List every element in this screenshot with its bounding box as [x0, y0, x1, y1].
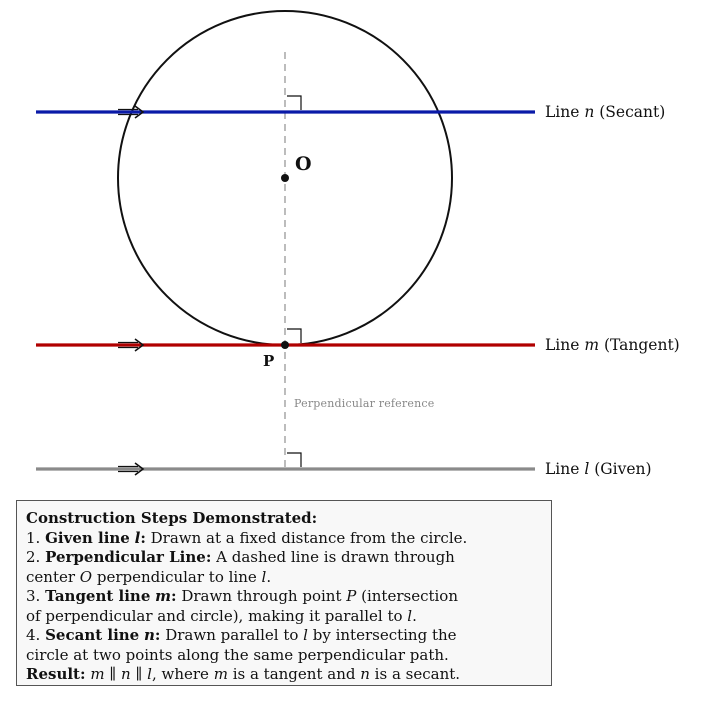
right-angle-marker-n [287, 96, 301, 110]
center-point [281, 174, 289, 182]
result-line: Result: m ∥ n ∥ l, where m is a tangent and n is a secant. [26, 665, 461, 683]
line-l-label: Line l (Given) [545, 460, 652, 478]
right-angle-marker-m [287, 329, 301, 343]
step-1: 1. Given line l: Drawn at a fixed distance from the circle. [26, 528, 468, 547]
step-3-cont: of perpendicular and circle), making it parallel to l. [26, 606, 417, 625]
line-m-label: Line m (Tangent) [545, 336, 680, 354]
steps-title: Construction Steps Demonstrated: [26, 509, 318, 527]
construction-steps-box [16, 500, 552, 686]
line-n-label: Line n (Secant) [545, 103, 666, 121]
perpendicular-label: Perpendicular reference [294, 397, 435, 410]
step-4: 4. Secant line n: Drawn parallel to l by intersecting the [26, 626, 457, 644]
right-angle-marker-l [287, 453, 301, 467]
step-2-cont: center O perpendicular to line l. [26, 567, 272, 586]
step-2: 2. Perpendicular Line: A dashed line is drawn through [26, 548, 455, 566]
point-label: P [263, 352, 275, 370]
tangent-point [281, 341, 289, 349]
step-4-cont: circle at two points along the same perpendicular path. [26, 645, 449, 664]
step-3: 3. Tangent line m: Drawn through point P (intersection [26, 587, 458, 605]
center-label: O [295, 153, 312, 175]
